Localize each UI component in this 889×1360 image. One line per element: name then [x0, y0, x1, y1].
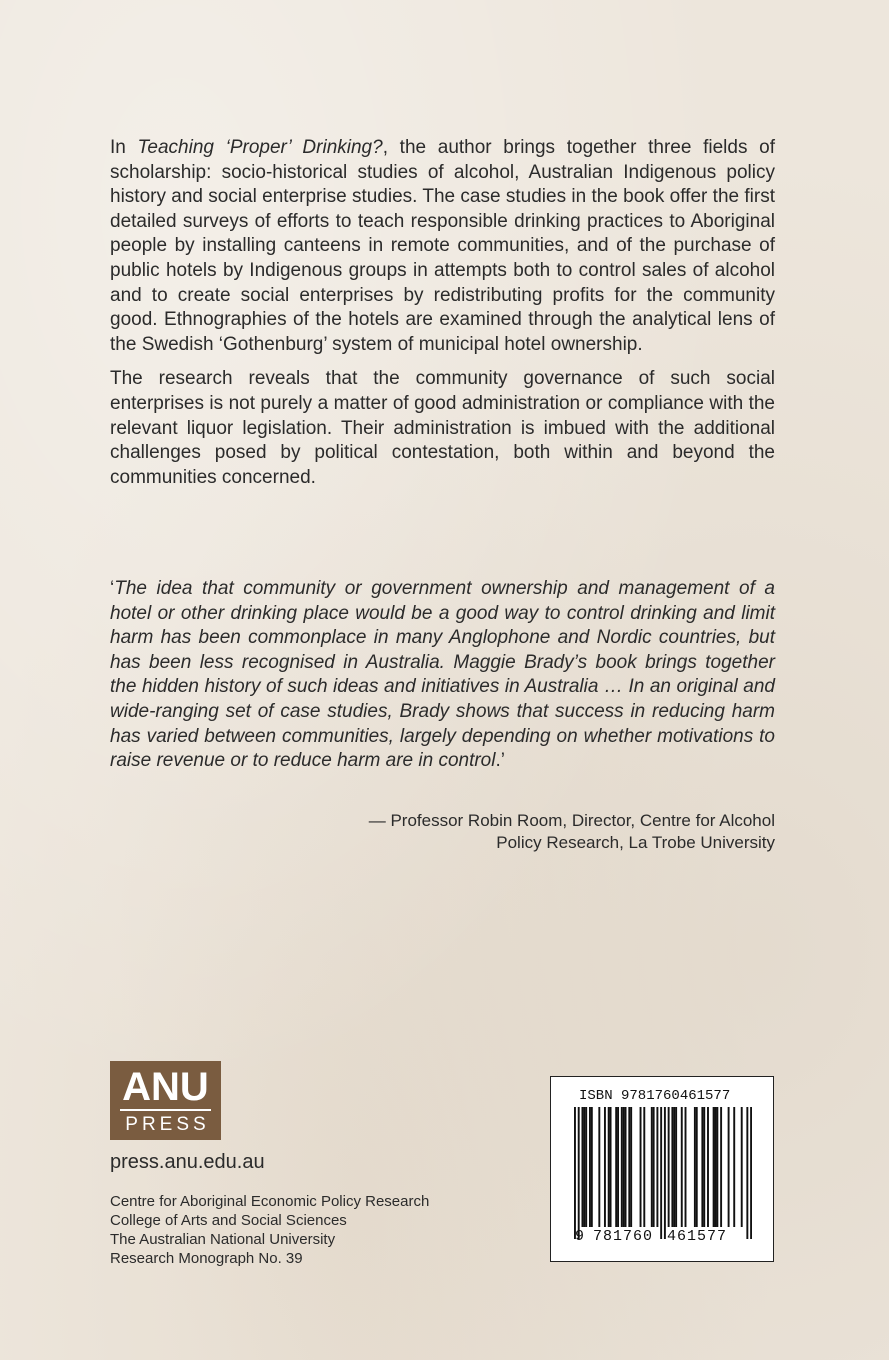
- barcode-bar: [696, 1107, 698, 1227]
- barcode-bar: [728, 1107, 730, 1227]
- barcode-bar: [660, 1107, 662, 1239]
- barcode-bar: [671, 1107, 673, 1227]
- barcode-bar: [591, 1107, 593, 1227]
- barcode-bar: [640, 1107, 642, 1227]
- barcode-bar: [585, 1107, 587, 1227]
- barcode-bar: [694, 1107, 696, 1227]
- barcode-bar: [750, 1107, 752, 1239]
- barcode-bar: [673, 1107, 675, 1227]
- barcode-bar: [713, 1107, 715, 1227]
- publisher-imprint: [110, 1192, 429, 1268]
- quote-attribution: [300, 810, 775, 854]
- barcode-bar: [583, 1107, 585, 1227]
- endorsement-quote: [110, 577, 775, 774]
- barcode-bar: [604, 1107, 606, 1227]
- quote-close-mark: .’: [495, 750, 505, 772]
- imprint-line-2: College of Arts and Social Sciences: [110, 1212, 347, 1229]
- barcode-left-digits: 781760: [593, 1228, 654, 1245]
- barcode-bar: [615, 1107, 617, 1227]
- quote-text: The idea that community or government ownership and management of a hotel or other drinking place would be a good way to control drinking and limit harm has been commonplace in many Anglophone and Nordic countries, but has been less recognised in Australia. Maggie Brady’s book brings together the hidden history of such ideas and initiatives in Australia … In an original and wide-ranging set of case studies, Brady shows that success in reducing harm has varied between communities, largely depending on whether motivations to raise revenue or to reduce harm are in control: [110, 578, 775, 772]
- barcode-bar: [653, 1107, 655, 1227]
- isbn-label: ISBN 9781760461577: [579, 1088, 731, 1104]
- logo-press-text: PRESS: [125, 1114, 210, 1135]
- imprint-line-3: The Australian National University: [110, 1231, 336, 1248]
- logo-divider: [120, 1109, 211, 1111]
- isbn-barcode: [550, 1076, 774, 1262]
- blurb-p1-text: , the author brings together three fields of scholarship: socio-historical studies of alcohol, Australian Indigenous policy history and social enterprise studies. The case studies in the book offer the first detailed surveys of efforts to teach responsible drinking practices to Aboriginal people by installing canteens in remote communities, and of the purchase of public hotels by Indigenous groups in attempts both to control sales of alcohol and to create social enterprises by redistributing profits for the community good. Ethnographies of the hotels are examined through the analytical lens of the Swedish ‘Gothenburg’ system of municipal hotel ownership.: [110, 137, 775, 355]
- barcode-bar: [656, 1107, 658, 1227]
- quote-open-mark: ‘: [110, 578, 115, 599]
- barcode-bar: [716, 1107, 718, 1227]
- barcode-bar: [628, 1107, 630, 1227]
- blurb-intro-text: In: [110, 137, 138, 158]
- barcode-bar: [668, 1107, 670, 1227]
- anu-press-logo: [110, 1061, 221, 1140]
- back-cover-blurb: [110, 136, 775, 500]
- barcode-bar: [703, 1107, 705, 1227]
- barcode-bar: [574, 1107, 576, 1239]
- barcode-bar: [741, 1107, 743, 1227]
- barcode-bar: [681, 1107, 683, 1227]
- barcode-bar: [733, 1107, 735, 1227]
- barcode-bar: [623, 1107, 625, 1227]
- barcode-bar: [675, 1107, 677, 1227]
- barcode-first-digit: 9: [575, 1228, 585, 1245]
- barcode-bar: [581, 1107, 583, 1227]
- barcode-right-digits: 461577: [667, 1228, 728, 1245]
- barcode-bar: [707, 1107, 709, 1227]
- logo-anu-text: ANU: [122, 1065, 209, 1109]
- barcode-bars: [574, 1107, 752, 1239]
- barcode-bar: [578, 1107, 580, 1239]
- barcode-bar: [685, 1107, 687, 1227]
- barcode-bar: [664, 1107, 666, 1239]
- blurb-paragraph-1: [110, 136, 775, 357]
- publisher-website: press.anu.edu.au: [110, 1151, 265, 1173]
- barcode-bar: [610, 1107, 612, 1227]
- barcode-bar: [589, 1107, 591, 1227]
- barcode-bar: [651, 1107, 653, 1227]
- barcode-bar: [746, 1107, 748, 1239]
- book-title-italic: Teaching ‘Proper’ Drinking?: [137, 137, 383, 158]
- barcode-bar: [701, 1107, 703, 1227]
- imprint-line-4: Research Monograph No. 39: [110, 1250, 303, 1267]
- barcode-bar: [630, 1107, 632, 1227]
- blurb-paragraph-2: The research reveals that the community governance of such social enterprises is not purely a matter of good administration or compliance with the relevant liquor legislation. Their administration is imbued with the additional challenges posed by political contestation, both within and beyond the communities concerned.: [110, 368, 775, 488]
- barcode-bar: [617, 1107, 619, 1227]
- barcode-bar: [625, 1107, 627, 1227]
- attribution-line-2: Policy Research, La Trobe University: [496, 833, 775, 852]
- barcode-bar: [621, 1107, 623, 1227]
- barcode-bar: [720, 1107, 722, 1227]
- barcode-bar: [598, 1107, 600, 1227]
- attribution-line-1: — Professor Robin Room, Director, Centre for Alcohol: [368, 811, 775, 830]
- barcode-bar: [643, 1107, 645, 1227]
- barcode-bar: [608, 1107, 610, 1227]
- imprint-line-1: Centre for Aboriginal Economic Policy Research: [110, 1193, 430, 1210]
- barcode-bar: [715, 1107, 717, 1227]
